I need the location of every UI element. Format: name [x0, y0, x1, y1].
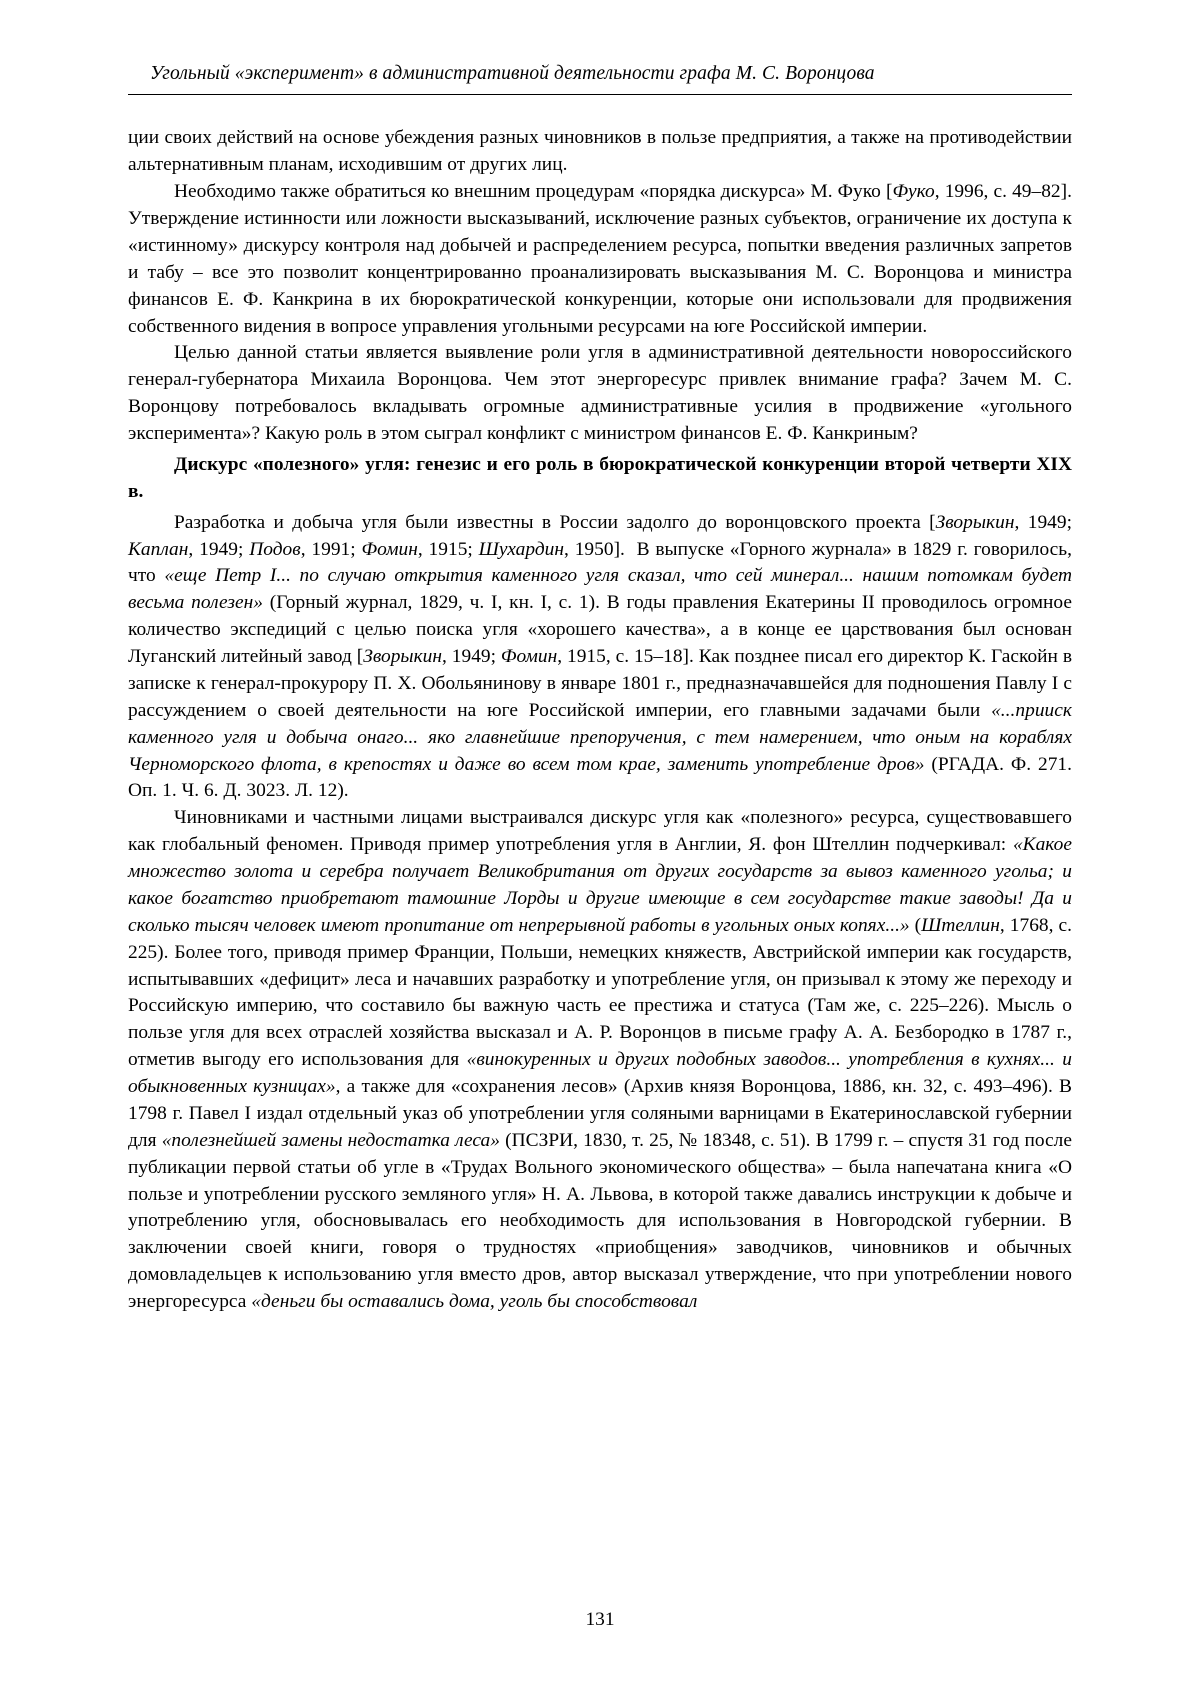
article-body	[128, 125, 1072, 1316]
paragraph-discourse: Чиновниками и частными лицами выстраивался дискурс угля как «полезного» ресурса, существовавшего как глобальный феномен. Приводя пример употребления угля в Англии, Я. фон Штеллин подчеркивал: «Какое множество золота и серебра получает Великобритания от других государств за вывоз каменного угольа; и какое богатство приобретают тамошние Лорды и другие имеющие в сем государстве такие заводы! Да и сколько тысяч человек имеют пропитание от непрерывной работы в угольных оных копях...» (Штеллин, 1768, с. 225). Более того, приводя пример Франции, Польши, немецких княжеств, Австрийской империи как государств, испытывавших «дефицит» леса и начавших разработку и употребление угля, он призывал к этому же переходу и Российскую империю, что составило бы важную часть ее престижа и статуса (Там же, с. 225–226). Мысль о пользе угля для всех отраслей хозяйства высказал и А. Р. Воронцов в письме графу А. А. Безбородко в 1787 г., отметив выгоду его использования для «винокуренных и других подобных заводов... употребления в кухнях... и обыкновенных кузницах», а также для «сохранения лесов» (Архив князя Воронцова, 1886, кн. 32, с. 493–496). В 1798 г. Павел I издал отдельный указ об употреблении угля соляными варницами в Екатеринославской губернии для «полезнейшей замены недостатка леса» (ПСЗРИ, 1830, т. 25, № 18348, с. 51). В 1799 г. – спустя 31 год после публикации первой статьи об угле в «Трудах Вольного экономического общества» – была напечатана книга «О пользе и употреблении русского земляного угля» Н. А. Львова, в которой также давались инструкции к добыче и употреблению угля, обосновывалась его необходимость для использования в Новгородской губернии. В заключении своей книги, говоря о трудностях «приобщения» заводчиков, чиновников и обычных домовладельцев к использованию угля вместо дров, автор высказал утверждение, что при употреблении нового энергоресурса «деньги бы оставались дома, уголь бы способствовал	[128, 807, 1073, 1312]
paragraph-continued: ции своих действий на основе убеждения разных чиновников в пользе предприятия, а также на противодействии альтернативным планам, исходившим от других лиц.	[128, 127, 1072, 176]
paragraph-history: Разработка и добыча угля были известны в России задолго до воронцовского проекта [Зворыкин, 1949; Каплан, 1949; Подов, 1991; Фомин, 1915; Шухардин, 1950]. В выпуске «Горного журнала» в 1829 г. говорилось, что «еще Петр I... по случаю открытия каменного угля сказал, что сей минерал... нашим потомкам будет весьма полезен» (Горный журнал, 1829, ч. I, кн. I, с. 1). В годы правления Екатерины II проводилось огромное количество экспедиций с целью поиска угля «хорошего качества», а в конце ее царствования был основан Луганский литейный завод [Зворыкин, 1949; Фомин, 1915, с. 15–18]. Как позднее писал его директор К. Гаскойн в записке к генерал-прокурору П. Х. Обольянинову в январе 1801 г., предназначавшейся для подношения Павлу I с рассуждением о своей деятельности на юге Российской империи, его главными задачами были «...прииск каменного угля и добыча онаго... яко главнейшие препоручения, с тем намерением, что оным на кораблях Черноморского флота, в крепостях и даже во всем том крае, заменить употребление дров» (РГАДА. Ф. 271. Оп. 1. Ч. 6. Д. 3023. Л. 12).	[128, 511, 1073, 802]
header-divider	[128, 94, 1072, 95]
running-head: Угольный «эксперимент» в административной деятельности графа М. С. Воронцова	[150, 63, 875, 84]
page-number: 131	[585, 1609, 615, 1630]
section-heading: Дискурс «полезного» угля: генезис и его роль в бюрократической конкуренции второй четверти XIX в.	[128, 453, 1072, 502]
paragraph-foucault: Необходимо также обратиться ко внешним процедурам «порядка дискурса» М. Фуко [Фуко, 1996, с. 49–82]. Утверждение истинности или ложности высказываний, исключение разных субъектов, ограничение их доступа к «истинному» дискурсу контроля над добычей и распределением ресурса, попытки введения различных запретов и табу – все это позволит концентрированно проанализировать высказывания М. С. Воронцова и министра финансов Е. Ф. Канкрина в их бюрократической конкуренции, которые они использовали для продвижения собственного видения в вопросе управления угольными ресурсами на юге Российской империи.	[128, 181, 1072, 337]
paragraph-aim: Целью данной статьи является выявление роли угля в административной деятельности новороссийского генерал-губернатора Михаила Воронцова. Чем этот энергоресурс привлек внимание графа? Зачем М. С. Воронцову потребовалось вкладывать огромные административные усилия в продвижение «угольного эксперимента»? Какую роль в этом сыграл конфликт с министром финансов Е. Ф. Канкриным?	[128, 342, 1072, 444]
